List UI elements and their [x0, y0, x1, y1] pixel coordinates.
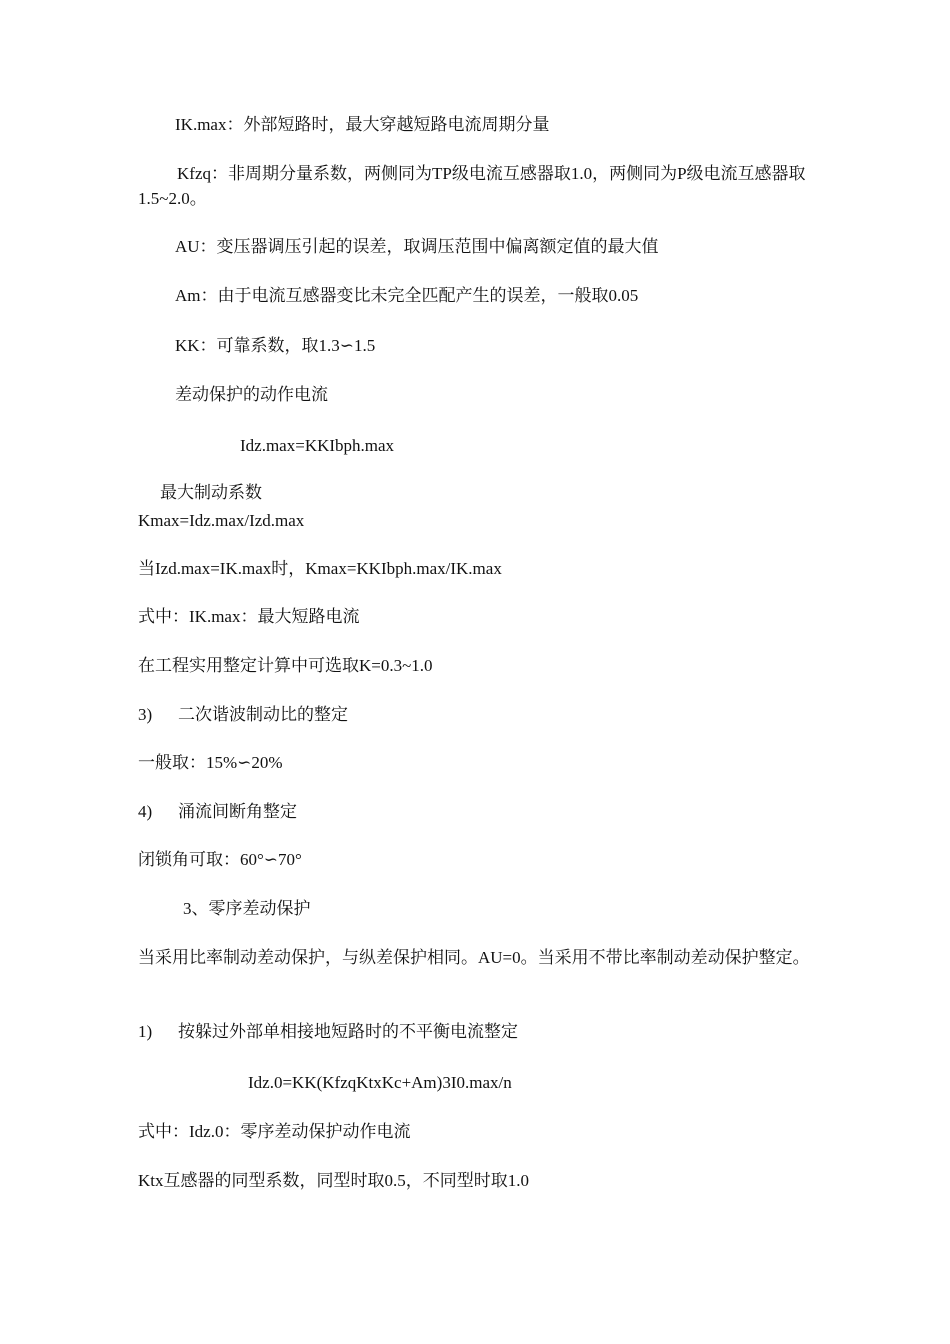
harmonic-ratio-value: 一般取：15%∽20%	[138, 753, 283, 772]
definition-idz-zero: 式中：Idz.0：零序差动保护动作电流	[138, 1122, 411, 1141]
list-text: 按躲过外部单相接地短路时的不平衡电流整定	[178, 1022, 518, 1041]
section-unbalanced-current	[138, 1020, 518, 1044]
definition-ik-max: IK.max：外部短路时，最大穿越短路电流周期分量	[175, 115, 550, 134]
formula-kmax-condition: 当Izd.max=IK.max时，Kmax=KKIbph.max/IK.max	[138, 559, 502, 578]
formula-idz-zero: Idz.0=KK(KfzqKtxKc+Am)3I0.max/n	[248, 1073, 512, 1092]
definition-ktx: Ktx互感器的同型系数，同型时取0.5，不同型时取1.0	[138, 1171, 529, 1190]
list-text: 二次谐波制动比的整定	[178, 705, 348, 724]
formula-kmax: Kmax=Idz.max/Izd.max	[138, 511, 305, 530]
list-number: 3)	[138, 705, 153, 724]
section-harmonic-restraint	[138, 703, 348, 727]
section-inrush-angle	[138, 800, 297, 824]
list-number: 4)	[138, 802, 153, 821]
section-zero-sequence-heading: 3、零序差动保护	[183, 899, 311, 918]
definition-am: Am：由于电流互感器变比未完全匹配产生的误差，一般取0.05	[175, 286, 639, 305]
definition-au: AU：变压器调压引起的误差，取调压范围中偏离额定值的最大值	[175, 237, 659, 256]
k-range-note: 在工程实用整定计算中可选取K=0.3~1.0	[138, 656, 433, 675]
blocking-angle-value: 闭锁角可取：60°∽70°	[138, 850, 302, 869]
list-text: 涌流间断角整定	[178, 802, 297, 821]
definition-kfzq: Kfzq：非周期分量系数，两侧同为TP级电流互感器取1.0，两侧同为P级电流互感器取1.5~2.0。	[138, 164, 806, 208]
list-number: 1)	[138, 1022, 153, 1041]
zero-sequence-paragraph: 当采用比率制动差动保护，与纵差保护相同。AU=0。当采用不带比率制动差动保护整定。	[138, 948, 810, 967]
definition-ik-max-short: 式中：IK.max：最大短路电流	[138, 607, 360, 626]
definition-kk: KK：可靠系数，取1.3∽1.5	[175, 336, 376, 355]
formula-idz-max: Idz.max=KKIbph.max	[240, 436, 395, 455]
max-restraint-coefficient-heading: 最大制动系数	[160, 483, 262, 502]
differential-current-heading: 差动保护的动作电流	[175, 385, 328, 404]
